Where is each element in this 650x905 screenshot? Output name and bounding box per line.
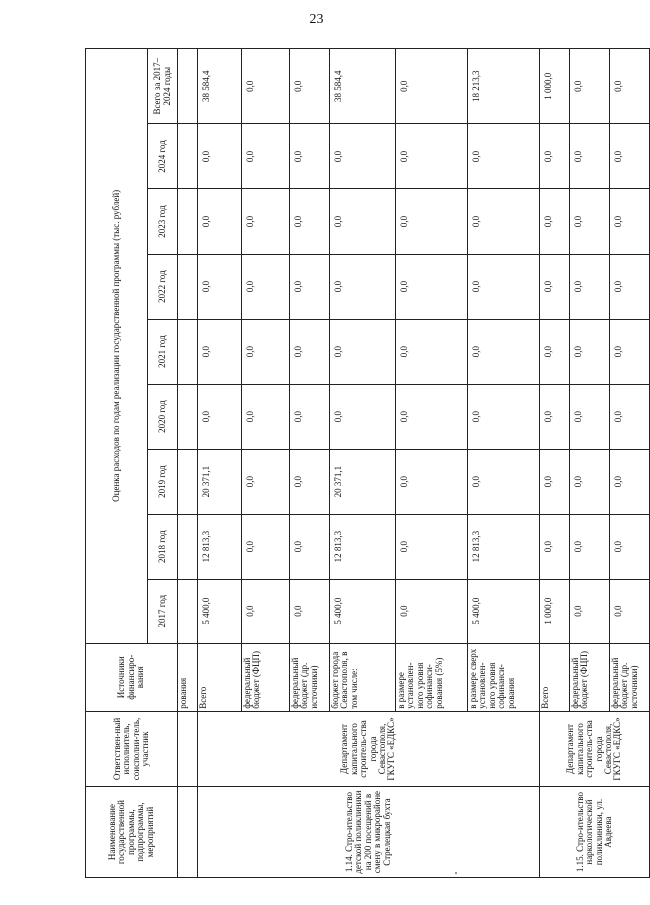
value-cell: 0,0: [396, 449, 468, 514]
value-cell: 0,0: [396, 579, 468, 643]
table-body: [86, 49, 650, 878]
table-row: [540, 49, 570, 878]
value-cell: 0,0: [468, 124, 540, 189]
source-cell: в размере сверх установлен-ного уровня софинанси-рования: [468, 643, 540, 711]
value-cell: 0,0: [396, 49, 468, 124]
value-cell: 0,0: [396, 319, 468, 384]
value-cell: 0,0: [290, 514, 330, 579]
value-cell: 12 813,3: [198, 514, 242, 579]
col-header-name: Наименование государственной программы, подпрограммы, мероприятий: [86, 787, 178, 878]
value-cell: 0,0: [330, 319, 396, 384]
value-cell: 0,0: [610, 189, 650, 254]
value-cell: 0,0: [330, 124, 396, 189]
value-cell: 38 584,4: [330, 49, 396, 124]
value-cell: 0,0: [290, 254, 330, 319]
value-cell: 0,0: [540, 189, 570, 254]
col-header-year: 2022 год: [148, 254, 178, 319]
value-cell: 0,0: [242, 579, 290, 643]
value-cell: 0,0: [396, 254, 468, 319]
value-cell: 0,0: [570, 189, 610, 254]
value-cell: 0,0: [198, 254, 242, 319]
value-cell: 0,0: [610, 514, 650, 579]
value-cell: 0,0: [242, 49, 290, 124]
value-cell: 0,0: [242, 189, 290, 254]
value-cell: 12 813,3: [330, 514, 396, 579]
value-cell: 0,0: [198, 189, 242, 254]
value-cell: 0,0: [570, 254, 610, 319]
value-cell: 0,0: [540, 384, 570, 449]
col-header-year: 2023 год: [148, 189, 178, 254]
value-cell: 12 813,3: [468, 514, 540, 579]
value-cell: 0,0: [540, 514, 570, 579]
value-cell: 0,0: [396, 514, 468, 579]
value-cell: 0,0: [290, 579, 330, 643]
value-cell: 0,0: [290, 384, 330, 449]
value-cell: 0,0: [610, 124, 650, 189]
value-cell: 0,0: [290, 124, 330, 189]
value-cell: 0,0: [610, 384, 650, 449]
col-header-estimate: Оценка расходов по годам реализации государственной программы (тыс. рублей): [86, 49, 148, 644]
continuation-source-cell: рования: [178, 643, 198, 711]
value-cell: 0,0: [570, 49, 610, 124]
rotated-table-wrapper: [85, 48, 639, 878]
executor-cell: Департамент капитального строитель-ства города Севастополя, ГКУГС «ЕДКС»: [540, 711, 650, 786]
source-cell: бюджет города Севастополя, в том числе:: [330, 643, 396, 711]
table-cell: [178, 254, 198, 319]
table-row: [198, 49, 242, 878]
table-cell: [178, 449, 198, 514]
value-cell: 0,0: [242, 124, 290, 189]
value-cell: 0,0: [610, 319, 650, 384]
value-cell: 0,0: [570, 384, 610, 449]
value-cell: 0,0: [396, 384, 468, 449]
measure-name-cell: 1.15. Стро-ительство наркологической поликлиники, ул. Авдеева: [540, 787, 650, 878]
source-cell: федеральный бюджет (ФЦП): [570, 643, 610, 711]
value-cell: 20 371,1: [330, 449, 396, 514]
value-cell: 0,0: [540, 254, 570, 319]
col-header-year: 2017 год: [148, 579, 178, 643]
value-cell: 0,0: [290, 49, 330, 124]
value-cell: 0,0: [242, 449, 290, 514]
table-cell: [178, 189, 198, 254]
table-cell: [178, 319, 198, 384]
value-cell: 0,0: [570, 449, 610, 514]
continuation-row: [178, 49, 198, 878]
source-cell: федеральный бюджет (ФЦП): [242, 643, 290, 711]
value-cell: 0,0: [396, 189, 468, 254]
value-cell: 0,0: [198, 124, 242, 189]
scan-speck: [455, 872, 457, 874]
source-cell: федеральный бюджет (др. источники): [290, 643, 330, 711]
table-cell: [178, 384, 198, 449]
value-cell: 0,0: [468, 384, 540, 449]
value-cell: 38 584,4: [198, 49, 242, 124]
col-header-year: 2018 год: [148, 514, 178, 579]
value-cell: 0,0: [468, 319, 540, 384]
value-cell: 0,0: [242, 254, 290, 319]
value-cell: 0,0: [540, 319, 570, 384]
value-cell: 5 400,0: [330, 579, 396, 643]
value-cell: 0,0: [290, 449, 330, 514]
col-header-year: 2024 год: [148, 124, 178, 189]
table-cell: [178, 124, 198, 189]
value-cell: 0,0: [330, 254, 396, 319]
value-cell: 0,0: [610, 449, 650, 514]
measure-name-cell: 1.14. Стро-ительство детской поликлиники на 200 посещений в смену в микрорайоне Стрелецкая бухта: [198, 787, 540, 878]
value-cell: 0,0: [242, 384, 290, 449]
value-cell: 0,0: [570, 319, 610, 384]
col-header-year: 2021 год: [148, 319, 178, 384]
source-cell: федеральный бюджет (др. источники): [610, 643, 650, 711]
header-row: [86, 49, 148, 878]
col-header-total: Всего за 2017–2024 годы: [148, 49, 178, 124]
value-cell: 0,0: [468, 254, 540, 319]
value-cell: 0,0: [468, 189, 540, 254]
value-cell: 18 213,3: [468, 49, 540, 124]
value-cell: 0,0: [330, 384, 396, 449]
value-cell: 1 000,0: [540, 49, 570, 124]
value-cell: 5 400,0: [468, 579, 540, 643]
value-cell: 0,0: [198, 384, 242, 449]
executor-cell: Департамент капитального строитель-ства города Севастополя, ГКУГС «ЕДКС»: [198, 711, 540, 786]
table-cell: [178, 579, 198, 643]
table-cell: [178, 787, 198, 878]
value-cell: 0,0: [610, 254, 650, 319]
value-cell: 0,0: [242, 514, 290, 579]
financing-table: [85, 48, 650, 878]
value-cell: 20 371,1: [198, 449, 242, 514]
value-cell: 0,0: [570, 579, 610, 643]
value-cell: 0,0: [468, 449, 540, 514]
col-header-executor: Ответствен-ный исполнитель, соисполни-тель, участник: [86, 711, 178, 786]
value-cell: 0,0: [290, 319, 330, 384]
value-cell: 0,0: [570, 514, 610, 579]
col-header-source: Источники финансиро-вания: [86, 643, 178, 711]
page-number: 23: [309, 12, 324, 27]
value-cell: 1 000,0: [540, 579, 570, 643]
col-header-year: 2019 год: [148, 449, 178, 514]
value-cell: 0,0: [330, 189, 396, 254]
col-header-year: 2020 год: [148, 384, 178, 449]
value-cell: 0,0: [290, 189, 330, 254]
source-cell: Всего: [198, 643, 242, 711]
value-cell: 0,0: [540, 449, 570, 514]
value-cell: 0,0: [610, 579, 650, 643]
source-cell: Всего: [540, 643, 570, 711]
table-cell: [178, 49, 198, 124]
table-cell: [178, 514, 198, 579]
value-cell: 0,0: [570, 124, 610, 189]
value-cell: 0,0: [242, 319, 290, 384]
value-cell: 0,0: [610, 49, 650, 124]
source-cell: в размере установлен-ного уровня софинанси-рования (5%): [396, 643, 468, 711]
value-cell: 5 400,0: [198, 579, 242, 643]
value-cell: 0,0: [198, 319, 242, 384]
value-cell: 0,0: [396, 124, 468, 189]
value-cell: 0,0: [540, 124, 570, 189]
table-cell: [178, 711, 198, 786]
